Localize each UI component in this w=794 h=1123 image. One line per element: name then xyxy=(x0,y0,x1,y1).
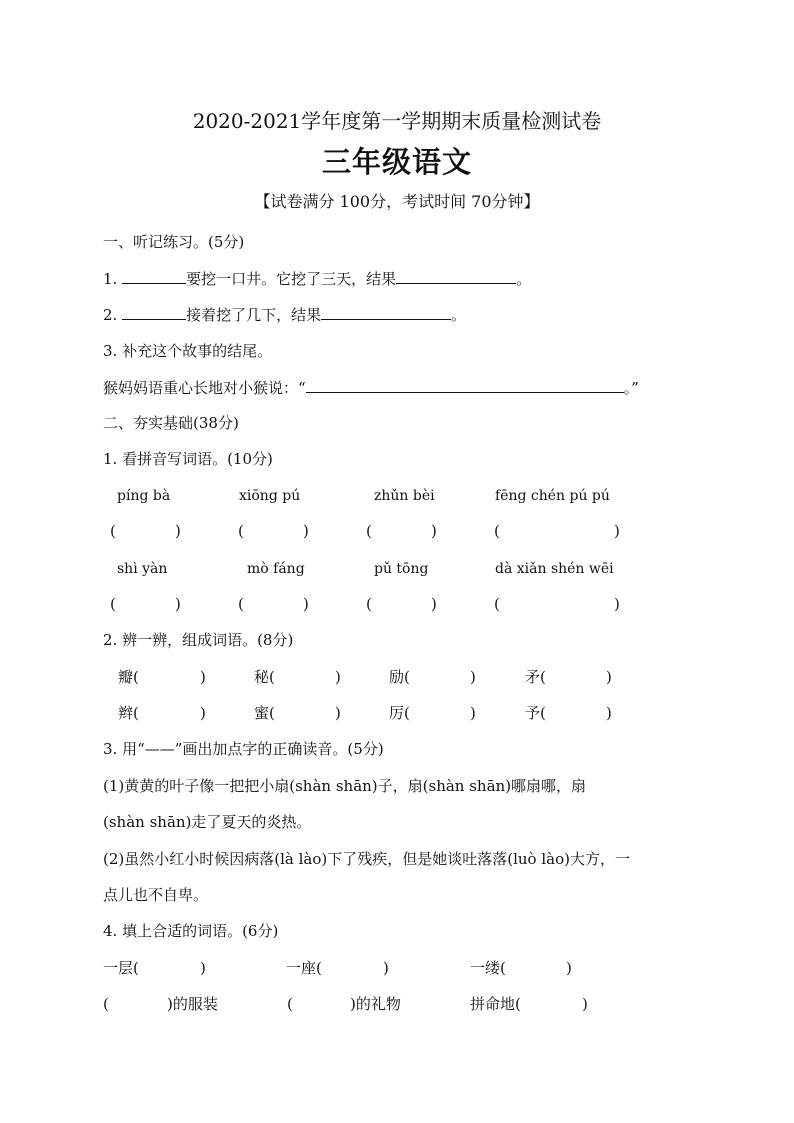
pinyin-item: xiōng pú xyxy=(239,488,301,504)
fill-item: )的礼物 xyxy=(350,995,401,1013)
question-1-2 xyxy=(103,304,466,325)
word-close: ) xyxy=(470,668,476,686)
question-text: 要挖一口井。它挖了三天，结果 xyxy=(186,270,397,288)
answer-bracket-open: ( xyxy=(238,595,244,613)
fill-open: ( xyxy=(287,995,293,1013)
answer-bracket-open: ( xyxy=(366,595,372,613)
blank-line[interactable] xyxy=(306,377,624,393)
fill-item: 一缕( xyxy=(470,959,506,977)
pinyin-item: dà xiǎn shén wēi xyxy=(495,561,614,577)
fill-item: 一层( xyxy=(103,959,139,977)
question-1-3-answer xyxy=(103,377,639,398)
answer-bracket-open: ( xyxy=(494,595,500,613)
question-text: 接着挖了几下，结果 xyxy=(186,306,322,324)
blank-line[interactable] xyxy=(122,304,186,320)
word-close: ) xyxy=(606,704,612,722)
word-close: ) xyxy=(606,668,612,686)
question-end: 。 xyxy=(451,306,467,324)
sentence-1-line-2: (shàn shān)走了夏天的炎热。 xyxy=(103,813,312,831)
word-close: ) xyxy=(335,668,341,686)
word-close: ) xyxy=(200,668,206,686)
word-item: 辫( xyxy=(118,704,139,722)
word-item: 瓣( xyxy=(118,668,139,686)
part-2-4-title: 4. 填上合适的词语。(6分) xyxy=(103,922,279,940)
fill-item: 一座( xyxy=(286,959,322,977)
blank-line[interactable] xyxy=(396,268,516,284)
word-item: 励( xyxy=(389,668,410,686)
fill-close: ) xyxy=(566,959,572,977)
exam-term-title: 2020-2021学年度第一学期期末质量检测试卷 xyxy=(192,109,602,133)
pinyin-item: zhǔn bèi xyxy=(374,488,435,504)
answer-bracket-open: ( xyxy=(366,522,372,540)
answer-bracket-close: ) xyxy=(303,595,309,613)
pinyin-item: fēng chén pú pú xyxy=(495,488,610,504)
section-2-title: 二、夯实基础(38分) xyxy=(103,414,239,432)
sentence-2-line-1: (2)虽然小红小时候因病落(là lào)下了残疾，但是她谈吐落落(luò lào)大方，一 xyxy=(103,850,630,868)
word-close: ) xyxy=(335,704,341,722)
word-close: ) xyxy=(200,704,206,722)
answer-bracket-close: ) xyxy=(431,595,437,613)
blank-line[interactable] xyxy=(122,268,186,284)
word-item: 厉( xyxy=(389,704,410,722)
word-item: 矛( xyxy=(525,668,546,686)
fill-close: ) xyxy=(383,959,389,977)
fill-close: ) xyxy=(200,959,206,977)
answer-bracket-close: ) xyxy=(614,595,620,613)
answer-bracket-open: ( xyxy=(494,522,500,540)
pinyin-item: shì yàn xyxy=(117,561,168,577)
word-item: 秘( xyxy=(254,668,275,686)
answer-bracket-close: ) xyxy=(614,522,620,540)
answer-bracket-open: ( xyxy=(238,522,244,540)
part-2-1-title: 1. 看拼音写词语。(10分) xyxy=(103,450,273,468)
question-number: 1. xyxy=(103,270,118,288)
word-close: ) xyxy=(470,704,476,722)
sentence-2-line-2: 点儿也不自卑。 xyxy=(103,886,209,904)
exam-subject-title: 三年级语文 xyxy=(321,145,472,179)
fill-open: ( xyxy=(103,995,109,1013)
answer-bracket-open: ( xyxy=(110,522,116,540)
word-item: 蜜( xyxy=(254,704,275,722)
answer-prefix: 猴妈妈语重心长地对小猴说：“ xyxy=(103,379,306,397)
fill-item: 拼命地( xyxy=(470,995,521,1013)
question-1-3: 3. 补充这个故事的结尾。 xyxy=(103,342,273,360)
word-item: 予( xyxy=(525,704,546,722)
exam-info: 【试卷满分 100分，考试时间 70分钟】 xyxy=(254,192,540,211)
question-end: 。 xyxy=(516,270,532,288)
answer-bracket-close: ) xyxy=(303,522,309,540)
question-number: 2. xyxy=(103,306,118,324)
part-2-3-title: 3. 用“——”画出加点字的正确读音。(5分) xyxy=(103,740,384,758)
answer-end: 。” xyxy=(623,379,639,397)
answer-bracket-open: ( xyxy=(110,595,116,613)
answer-bracket-close: ) xyxy=(431,522,437,540)
part-2-2-title: 2. 辨一辨，组成词语。(8分) xyxy=(103,631,294,649)
pinyin-item: píng bà xyxy=(117,488,171,504)
pinyin-item: mò fáng xyxy=(247,561,305,577)
sentence-1-line-1: (1)黄黄的叶子像一把把小扇(shàn shān)子，扇(shàn shān)哪扇哪，扇 xyxy=(103,777,587,795)
answer-bracket-close: ) xyxy=(175,595,181,613)
fill-close: ) xyxy=(582,995,588,1013)
answer-bracket-close: ) xyxy=(175,522,181,540)
blank-line[interactable] xyxy=(321,304,451,320)
section-1-title: 一、听记练习。(5分) xyxy=(103,233,245,251)
question-1-1 xyxy=(103,268,531,289)
fill-item: )的服装 xyxy=(167,995,218,1013)
pinyin-item: pǔ tōng xyxy=(374,561,429,577)
